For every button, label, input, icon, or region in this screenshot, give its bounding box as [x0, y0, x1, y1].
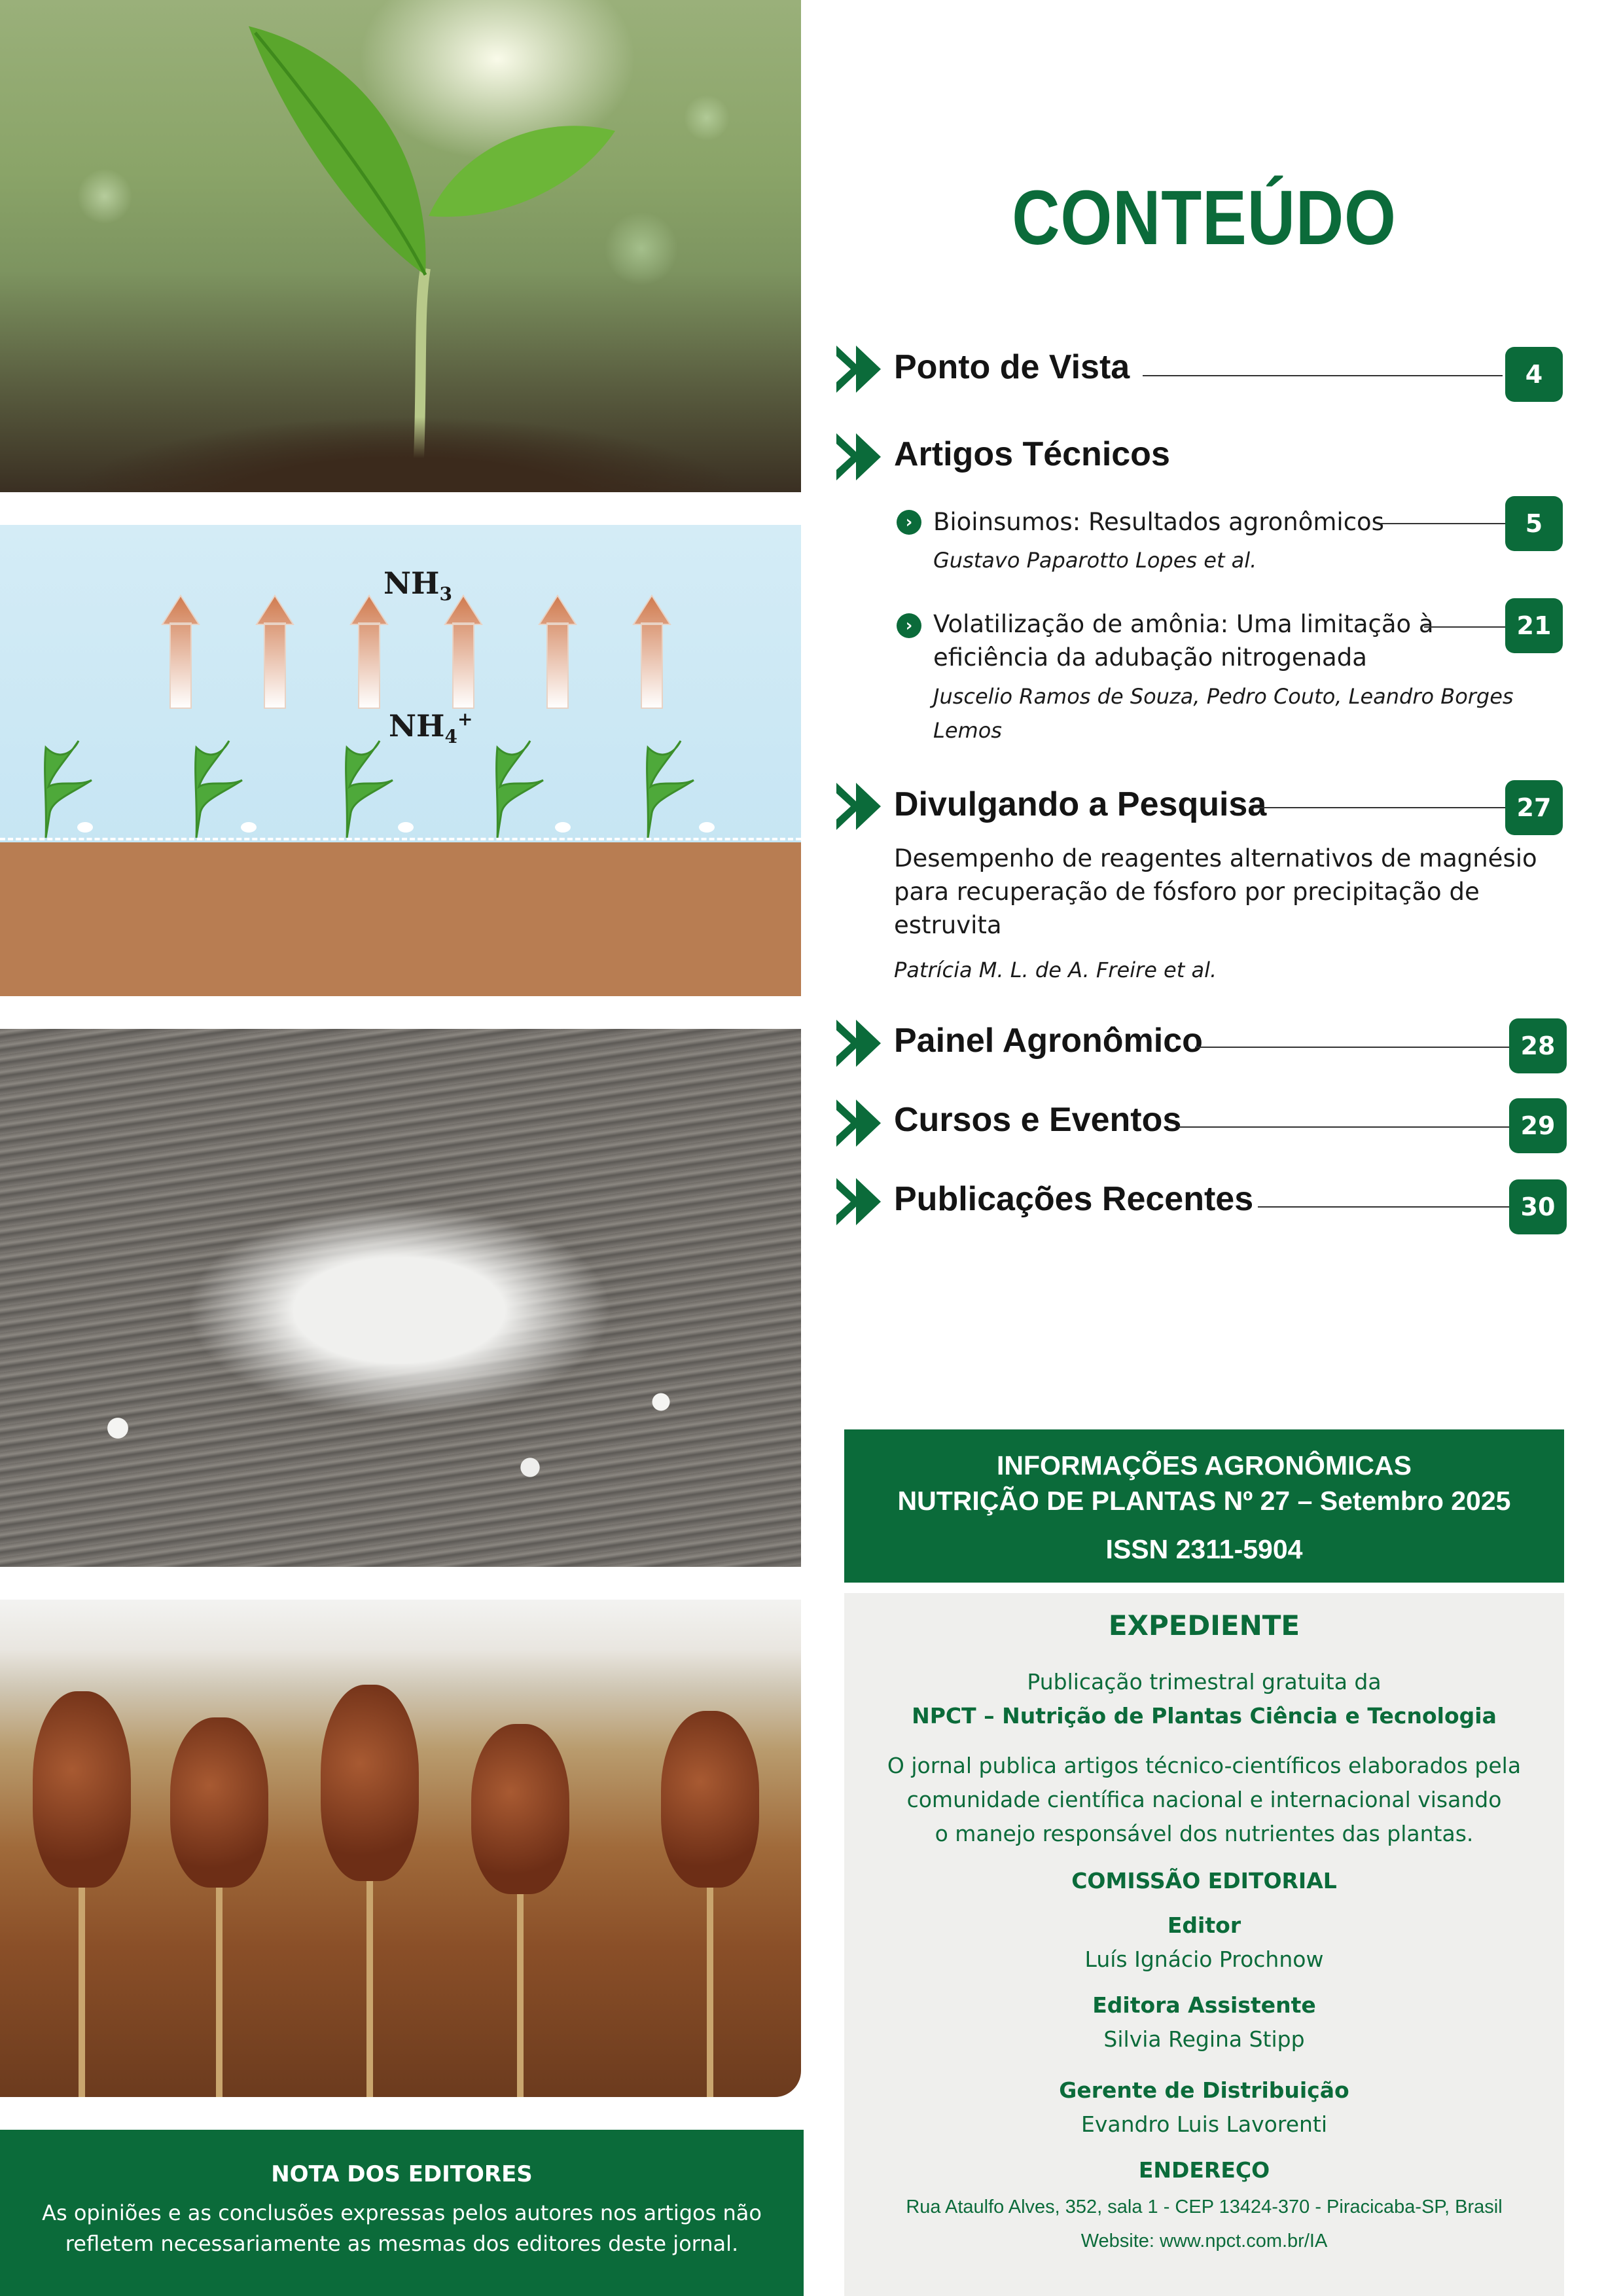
address-text: Rua Ataulfo Alves, 352, sala 1 - CEP 13424-370 - Piracicaba-SP, Brasil — [906, 2197, 1503, 2217]
page-number-badge[interactable]: 29 — [1509, 1098, 1567, 1153]
toc-section-painel-agronomico[interactable]: Painel Agronômico — [894, 1022, 1203, 1060]
chevron-right-icon: › — [897, 613, 921, 638]
toc-research-title-line: para recuperação de fósforo por precipitação de — [894, 878, 1480, 906]
editors-note-line: refletem necessariamente as mesmas dos editores deste jornal. — [65, 2231, 739, 2256]
page-number-badge[interactable]: 21 — [1505, 598, 1563, 653]
publisher-name: NPCT – Nutrição de Plantas Ciência e Tecnologia — [912, 1703, 1497, 1729]
page-number-badge[interactable]: 30 — [1509, 1179, 1567, 1234]
leader-line — [1195, 1047, 1509, 1048]
toc-section-cursos-e-eventos[interactable]: Cursos e Eventos — [894, 1101, 1182, 1139]
sorghum-head — [33, 1691, 131, 1888]
double-chevron-icon — [836, 346, 887, 393]
soil-mound — [0, 394, 801, 492]
editors-note-box — [0, 2130, 804, 2296]
sorghum-head — [661, 1711, 759, 1888]
stem — [707, 1874, 713, 2097]
journal-issn: ISSN 2311-5904 — [1105, 1534, 1303, 1564]
leader-line — [1254, 807, 1505, 808]
address-label: ENDEREÇO — [1138, 2157, 1270, 2183]
toc-research-author: Patrícia M. L. de A. Freire et al. — [894, 958, 1217, 982]
description-line: O jornal publica artigos técnico-científicos elaborados pela — [887, 1753, 1522, 1778]
page-title: CONTEÚDO — [1012, 175, 1397, 261]
double-chevron-icon — [836, 433, 887, 480]
toc-section-ponto-de-vista[interactable]: Ponto de Vista — [894, 348, 1130, 386]
editor-name: Luís Ignácio Prochnow — [1084, 1946, 1324, 1972]
double-chevron-icon — [836, 1178, 887, 1225]
toc-article-author-line: Lemos — [933, 718, 1002, 743]
toc-article-authors — [933, 543, 1257, 577]
toc-research-title[interactable] — [894, 842, 1537, 942]
toc-article-authors — [933, 679, 1514, 747]
page-number-badge[interactable]: 4 — [1505, 347, 1563, 402]
editors-note-line: As opiniões e as conclusões expressas pelos autores nos artigos não — [42, 2200, 762, 2225]
granule-pile — [33, 1114, 766, 1520]
editor-label: Editor — [1167, 1912, 1241, 1938]
journal-name: INFORMAÇÕES AGRONÔMICAS — [997, 1450, 1412, 1480]
page-number-badge[interactable]: 5 — [1505, 496, 1563, 551]
journal-description — [844, 1749, 1564, 1851]
assistant-editor-name: Silvia Regina Stipp — [1103, 2026, 1305, 2052]
toc-section-divulgando-a-pesquisa[interactable]: Divulgando a Pesquisa — [894, 785, 1267, 823]
stem — [366, 1874, 373, 2097]
expediente-title: EXPEDIENTE — [1108, 1609, 1300, 1641]
committee-heading: COMISSÃO EDITORIAL — [1071, 1868, 1337, 1893]
description-line: comunidade científica nacional e internacional visando — [906, 1787, 1502, 1812]
sorghum-field-photo — [0, 1600, 801, 2097]
leader-line — [1143, 375, 1503, 376]
ammonia-volatilization-illustration — [0, 525, 801, 996]
nh3-label: $NH_3$ — [383, 565, 452, 605]
stem — [517, 1874, 524, 2097]
soil-layer — [0, 842, 801, 996]
double-chevron-icon — [836, 1100, 887, 1147]
toc-article-title[interactable] — [933, 505, 1384, 539]
white-granules-photo — [0, 1029, 801, 1567]
toc-section-artigos-tecnicos[interactable]: Artigos Técnicos — [894, 435, 1170, 473]
seedling-photo — [0, 0, 801, 492]
distribution-manager-name: Evandro Luis Lavorenti — [1080, 2111, 1328, 2137]
sorghum-head — [170, 1717, 268, 1888]
toc-article-title-line: Volatilização de amônia: Uma limitação à — [933, 610, 1434, 638]
distribution-manager-label: Gerente de Distribuição — [1059, 2077, 1349, 2103]
description-line: o manejo responsável dos nutrientes das plantas. — [935, 1821, 1474, 1846]
editors-note-text — [39, 2198, 764, 2259]
toc-research-title-line: estruvita — [894, 911, 1002, 939]
page-number-badge[interactable]: 28 — [1509, 1018, 1567, 1073]
expediente-panel — [844, 1593, 1564, 2296]
toc-article-author-line: Juscelio Ramos de Souza, Pedro Couto, Leandro Borges — [933, 684, 1514, 709]
stem — [79, 1881, 85, 2097]
toc-article-author-line: Gustavo Paparotto Lopes et al. — [933, 548, 1257, 573]
leader-line — [1178, 1126, 1509, 1128]
toc-section-publicacoes-recentes[interactable]: Publicações Recentes — [894, 1180, 1254, 1218]
leader-line — [1380, 523, 1505, 524]
stem — [216, 1874, 223, 2097]
toc-article-title-line: eficiência da adubação nitrogenada — [933, 643, 1367, 672]
nh4-label: $NH_4^+$ — [389, 708, 473, 748]
journal-issue: NUTRIÇÃO DE PLANTAS Nº 27 – Setembro 2025 — [897, 1486, 1511, 1516]
editors-note-title: NOTA DOS EDITORES — [271, 2161, 533, 2187]
double-chevron-icon — [836, 1020, 887, 1067]
leader-line — [1258, 1206, 1509, 1208]
assistant-editor-label: Editora Assistente — [1092, 1992, 1316, 2018]
sorghum-head — [321, 1685, 419, 1881]
chevron-right-icon: › — [897, 510, 921, 535]
double-chevron-icon — [836, 783, 887, 830]
sorghum-head — [471, 1724, 569, 1894]
leader-line — [1424, 626, 1505, 628]
toc-article-title[interactable] — [933, 607, 1434, 674]
toc-article-title-line: Bioinsumos: Resultados agronômicos — [933, 508, 1384, 536]
page-number-badge[interactable]: 27 — [1505, 780, 1563, 835]
soil-surface-line — [0, 838, 801, 840]
website-link[interactable]: Website: www.npct.com.br/IA — [1080, 2231, 1328, 2251]
toc-research-title-line: Desempenho de reagentes alternativos de magnésio — [894, 844, 1537, 872]
journal-info-box — [844, 1429, 1564, 1583]
publication-line: Publicação trimestral gratuita da — [1027, 1669, 1382, 1695]
